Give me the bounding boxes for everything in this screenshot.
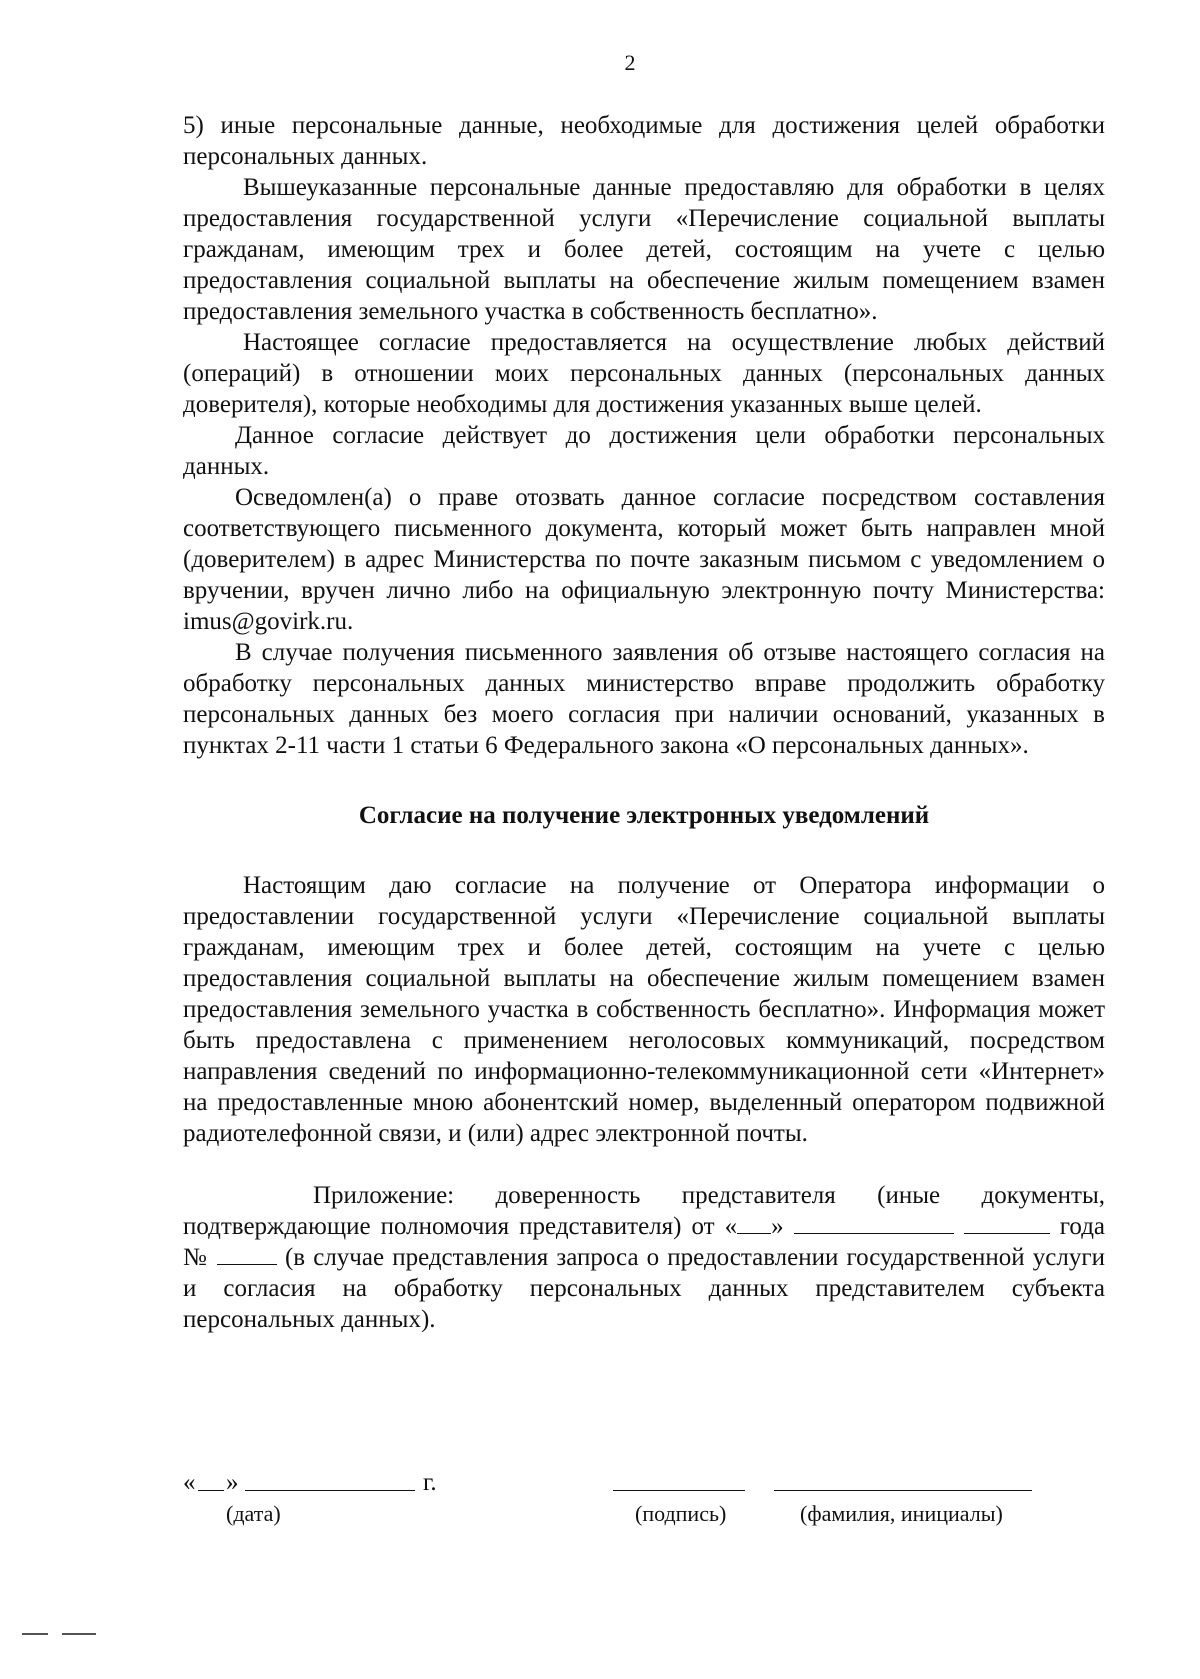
attachment-text-4: (в случае представления запроса о предоставлении государственной услуги и согласия на обработку персональных данных представителем субъекта персональных данных). — [183, 1244, 1106, 1333]
paragraph-notifications: Настоящим даю согласие на получение от Оператора информации о предоставлении государственной услуги «Перечисление социальной выплаты гражданам, имеющим трех и более детей, состоящим на учете с целью предоставления социальной выплаты на обеспечение жилым помещением взамен предоставления земельного участка в собственность бесплатно». Информация может быть предоставлена с применением неголосовых коммуникаций, посредством направления сведений по информационно-телекоммуникационной сети «Интернет» на предоставленные мною абонентский номер, выделенный оператором подвижной радиотелефонной связи, и (или) адрес электронной почты. — [183, 872, 1105, 1147]
attachment-text-1: Приложение: доверенность представителя (иные документы, подтверждающие полномочия представителя) от « — [183, 1182, 1105, 1240]
day-blank — [737, 1211, 771, 1234]
date-label: (дата) — [226, 1501, 281, 1526]
name-line — [774, 1490, 1032, 1491]
paragraph-withdrawal: Осведомлен(а) о праве отозвать данное согласие посредством составления соответствующего письменного документа, который может быть направлен мной (доверителем) в адрес Министерства по почте заказным письмом с уведомлением о вручении, вручен лично либо на официальную электронную почту Министерства: imus@govirk.ru. — [183, 484, 1105, 635]
page-number: 2 — [624, 50, 636, 75]
date-year-suffix: г. — [423, 1469, 437, 1496]
name-label: (фамилия, инициалы) — [800, 1501, 1003, 1526]
year-blank — [964, 1211, 1050, 1234]
date-day-line — [198, 1490, 224, 1491]
signature-line — [613, 1490, 745, 1491]
document-body — [183, 110, 1105, 1335]
paragraph-purpose: Вышеуказанные персональные данные предоставляю для обработки в целях предоставления государственной услуги «Перечисление социальной выплаты гражданам, имеющим трех и более детей, состоящим на учете с целью предоставления социальной выплаты на обеспечение жилым помещением взамен предоставления земельного участка в собственность бесплатно». — [183, 174, 1105, 325]
date-quote-close: » — [226, 1469, 239, 1496]
date-month-line — [245, 1490, 415, 1491]
paragraph-scope: Настоящее согласие предоставляется на осуществление любых действий (операций) в отношении моих персональных данных (персональных данных доверителя), которые необходимы для достижения указанных выше целей. — [183, 329, 1105, 418]
paragraph-attachment — [183, 1180, 1105, 1335]
date-quote-open: « — [183, 1469, 196, 1496]
signature-block — [183, 1470, 1105, 1560]
number-blank — [217, 1242, 277, 1265]
section-heading: Согласие на получение электронных уведомлений — [358, 802, 930, 829]
attachment-text-3: года № — [183, 1213, 1106, 1271]
signature-label: (подпись) — [635, 1501, 727, 1526]
paragraph-validity: Данное согласие действует до достижения цели обработки персональных данных. — [183, 422, 1105, 480]
month-blank — [794, 1211, 954, 1234]
scan-artifact — [62, 1633, 96, 1635]
paragraph-continuation: В случае получения письменного заявления об отзыве настоящего согласия на обработку персональных данных министерство вправе продолжить обработку персональных данных без моего согласия при наличии оснований, указанных в пунктах 2-11 части 1 статьи 6 Федерального закона «О персональных данных». — [183, 639, 1105, 759]
scan-artifact — [22, 1633, 48, 1635]
paragraph-other-data: 5) иные персональные данные, необходимые для достижения целей обработки персональных данных. — [183, 112, 1105, 170]
attachment-quote-close: » — [771, 1213, 784, 1240]
